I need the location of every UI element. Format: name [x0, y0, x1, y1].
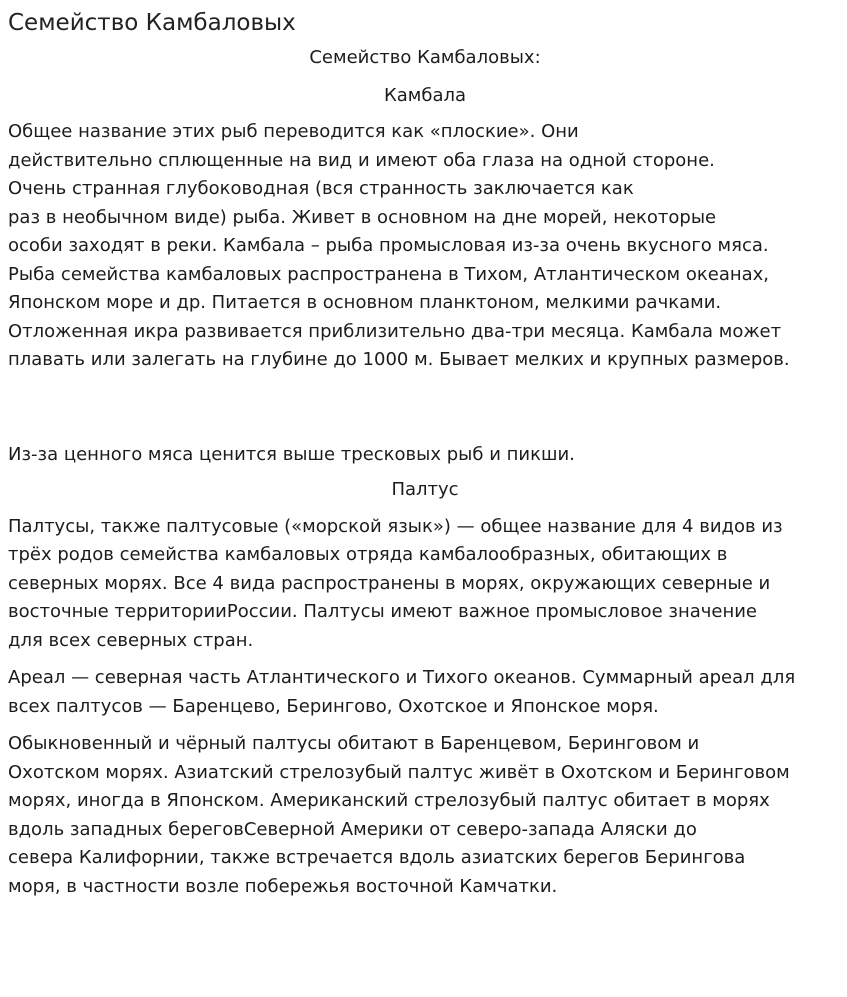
text-line: Отложенная икра развивается приблизительно два-три месяца. Камбала может: [8, 320, 782, 342]
paragraph-paltus-range: [8, 664, 842, 721]
page-title: Семейство Камбаловых: [8, 10, 296, 36]
blank-space: [8, 384, 842, 441]
section-heading-kambala: Камбала: [383, 85, 467, 106]
paragraph-paltus-habitat: [8, 730, 842, 901]
text-line: всех палтусов — Баренцево, Берингово, Охотское и Японское моря.: [8, 695, 659, 717]
paragraph-paltus-overview: [8, 513, 842, 656]
text-line: северных морях. Все 4 вида распространены в морях, окружающих северные и: [8, 572, 771, 594]
section-heading-paltus: Палтус: [391, 478, 459, 500]
text-line: Японском море и др. Питается в основном планктоном, мелкими рачками.: [8, 292, 722, 313]
text-line: действительно сплющенные на вид и имеют оба глаза на одной стороне.: [8, 149, 715, 171]
text-line: Общее название этих рыб переводится как «плоские». Они: [8, 121, 579, 142]
text-line: особи заходят в реки. Камбала – рыба промысловая из-за очень вкусного мяса.: [8, 235, 769, 256]
text-line: для всех северных стран.: [8, 629, 254, 651]
text-line: Обыкновенный и чёрный палтусы обитают в Баренцевом, Беринговом и: [8, 733, 700, 754]
text-line: вдоль западных береговСеверной Америки от северо-запада Аляски до: [8, 818, 697, 840]
text-line: Ареал — северная часть Атлантического и Тихого океанов. Суммарный ареал для: [8, 667, 796, 688]
text-line: севера Калифорнии, также встречается вдоль азиатских берегов Берингова: [8, 847, 746, 868]
text-line: Палтусы, также палтусовые («морской язык») — общее название для 4 видов из: [8, 515, 783, 537]
document-subtitle: Семейство Камбаловых:: [309, 47, 541, 68]
text-line: моря, в частности возле побережья восточной Камчатки.: [8, 875, 558, 897]
text-line: плавать или залегать на глубине до 1000 м. Бывает мелких и крупных размеров.: [8, 349, 790, 370]
text-line: Рыба семейства камбаловых распространена в Тихом, Атлантическом океанах,: [8, 263, 770, 285]
paragraph-kambala: [8, 118, 842, 375]
paragraph-value-note: Из-за ценного мяса ценится выше тресковых рыб и пикши.: [8, 443, 575, 465]
text-line: восточные территорииРоссии. Палтусы имеют важное промысловое значение: [8, 601, 757, 622]
text-line: морях, иногда в Японском. Американский стрелозубый палтус обитает в морях: [8, 790, 770, 811]
document-page: [8, 8, 842, 910]
text-line: трёх родов семейства камбаловых отряда камбалообразных, обитающих в: [8, 544, 728, 565]
text-line: Охотском морях. Азиатский стрелозубый палтус живёт в Охотском и Беринговом: [8, 761, 790, 783]
text-line: Очень странная глубоководная (вся странность заключается как: [8, 178, 634, 199]
text-line: раз в необычном виде) рыба. Живет в основном на дне морей, некоторые: [8, 206, 717, 228]
